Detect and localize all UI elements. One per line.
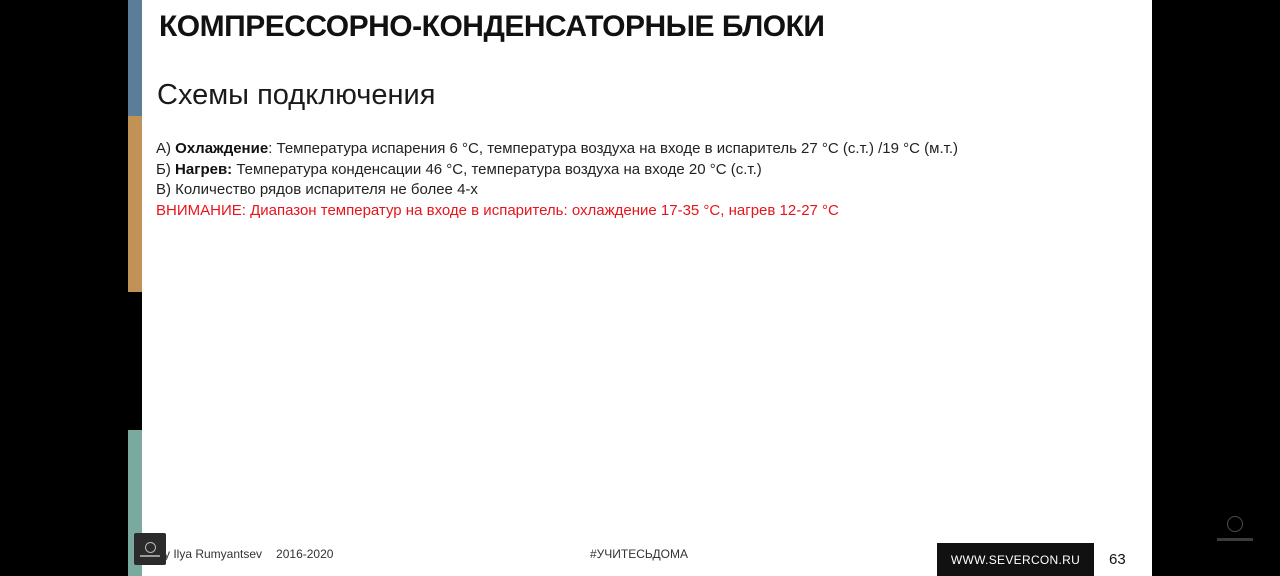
condition-heating-label: Нагрев: — [175, 160, 233, 178]
page-number: 63 — [1109, 551, 1126, 568]
accent-stripe-blue — [128, 0, 142, 116]
footer-author — [164, 547, 333, 561]
condition-evaporator-rows: В) Количество рядов испарителя не более 4-х — [156, 181, 478, 198]
author-name: y Ilya Rumyantsev — [164, 547, 263, 561]
presentation-slide — [128, 0, 1152, 576]
condition-cooling-label: Охлаждение — [175, 140, 269, 157]
condition-heating-prefix: Б) — [156, 160, 176, 178]
severcon-watermark-icon — [1212, 516, 1258, 556]
condition-cooling-text: : Температура испарения 6 °С, температура воздуха на входе в испаритель 27 °С (с.т.) /19 °С (м.т.) — [268, 140, 958, 157]
condition-heating — [156, 160, 958, 181]
condition-cooling-prefix: А) — [156, 140, 176, 157]
footer-hashtag: #УЧИТЕСЬДОМА — [590, 547, 688, 561]
footer-website: WWW.SEVERCON.RU — [937, 543, 1094, 576]
slide-title: КОМПРЕССОРНО-КОНДЕНСАТОРНЫЕ БЛОКИ — [159, 10, 825, 43]
condition-heating-text: Температура конденсации 46 °С, температура воздуха на входе 20 °С (с.т.) — [232, 160, 762, 178]
copyright-years: 2016-2020 — [276, 547, 334, 561]
slide-subtitle: Схемы подключения — [157, 79, 436, 111]
test-conditions — [156, 139, 958, 221]
accent-stripe-gold — [128, 116, 142, 292]
condition-cooling — [156, 139, 958, 160]
warning-text: ВНИМАНИЕ: Диапазон температур на входе в испаритель: охлаждение 17-35 °С, нагрев 12-27 °С — [156, 201, 839, 219]
accent-stripe-black — [128, 292, 142, 430]
severcon-logo-icon — [134, 533, 166, 565]
